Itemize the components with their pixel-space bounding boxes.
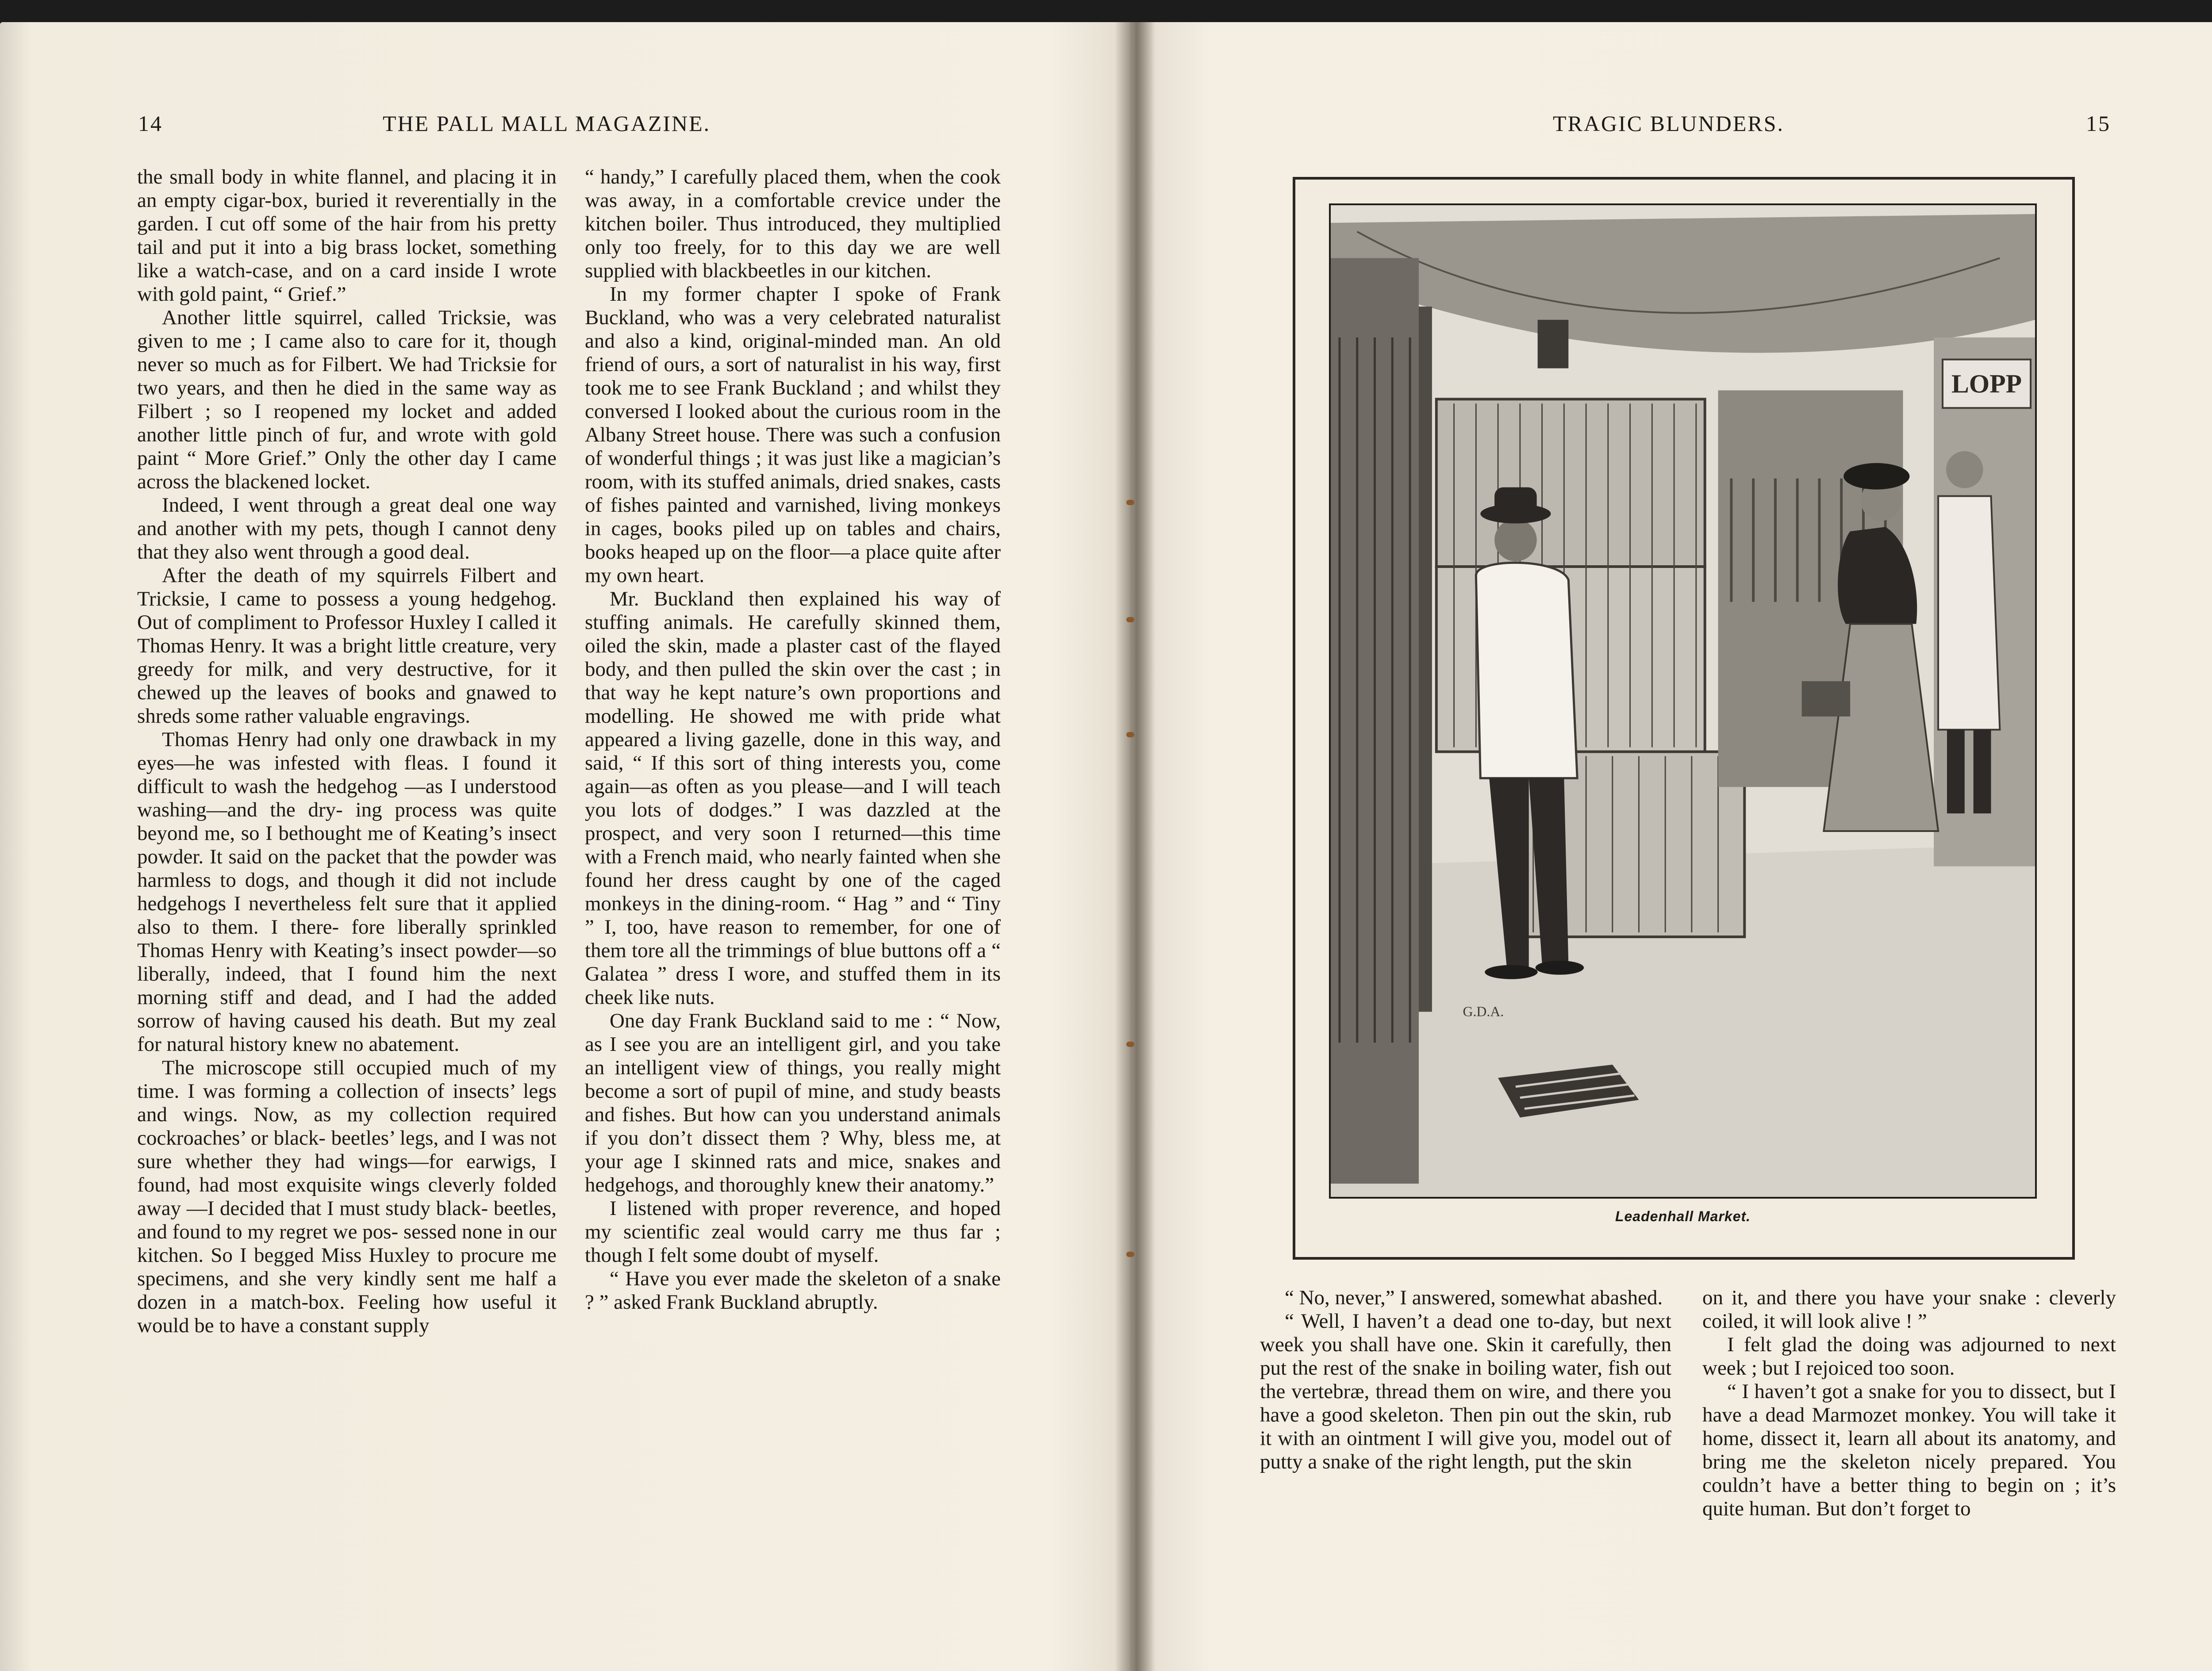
paragraph: In my former chapter I spoke of Frank Buckland, who was a very celebrated naturalist and also a kind, original-minded man. An old friend of ours, a sort of naturalist in his way, first took me to see Frank Buckland ; and whilst they conversed I looked about the curious room in the Albany Street house. There was such a confusion of wonderful things ; it was just like a magician’s room, with its stuffed animals, dried snakes, casts of fishes painted and varnished, living monkeys in cages, books piled up on tables and chairs, books heaped up on the floor—a place quite after my own heart. xyxy=(585,283,1001,587)
left-page-column-2 xyxy=(585,165,1001,1314)
running-head-right: TRAGIC BLUNDERS. xyxy=(1553,111,1785,136)
paragraph: The microscope still occupied much of my time. I was forming a collection of insects’ legs and wings. Now, as my collection required cockroaches’ or black- beetles’ legs, and I was not sure whether they had wings—for earwigs, I found, had most exquisite wings cleverly folded away —I decided that I must study black- beetles, and found to my regret we pos- sessed none in our kitchen. So I begged Miss Huxley to procure me specimens, and she very kindly sent me half a dozen in a match-box. Feeling how useful it would be to have a constant supply xyxy=(137,1056,557,1337)
paragraph: Indeed, I went through a great deal one way and another with my pets, though I cannot deny that they also went through a good deal. xyxy=(137,494,557,563)
right-page-column-2 xyxy=(1702,1286,2116,1521)
running-head-left: THE PALL MALL MAGAZINE. xyxy=(383,111,711,136)
paragraph: the small body in white flannel, and placing it in an empty cigar-box, buried it reverentially in the garden. I cut off some of the hair from his pretty tail and put it into a big brass locket, something like a watch-case, and on a card inside I wrote with gold paint, “ Grief.” xyxy=(137,165,557,306)
paragraph: Mr. Buckland then explained his way of stuffing animals. He carefully skinned them, oiled the skin, made a plaster cast of the flayed body, and then pulled the skin over the cast ; in that way he kept nature’s own proportions and modelling. He showed me with pride what appeared a living gazelle, done in this way, and said, “ If this sort of thing interests you, come again—as often as you please—and I will teach you lots of dodges.” I was dazzled at the prospect, and very soon I returned—this time with a French maid, who nearly fainted when she found her dress caught by one of the caged monkeys in the dining-room. “ Hag ” and “ Tiny ” I, too, have reason to remember, for one of them tore all the trimmings of blue buttons off a “ Galatea ” dress I wore, and stuffed them in its cheek like nuts. xyxy=(585,587,1001,1009)
paragraph: I felt glad the doing was adjourned to next week ; but I rejoiced too soon. xyxy=(1702,1333,2116,1380)
paragraph: “ Well, I haven’t a dead one to-day, but next week you shall have one. Skin it carefully, then put the rest of the snake in boiling water, fish out the vertebræ, thread them on wire, and there you have a good skeleton. Then pin out the skin, rub it with an ointment I will give you, model out of putty a snake of the right length, put the skin xyxy=(1260,1310,1671,1473)
paragraph: Thomas Henry had only one drawback in my eyes—he was infested with fleas. I found it difficult to wash the hedgehog —as I understood washing—and the dry- ing process was quite beyond me, so I bethought me of Keating’s insect powder. It said on the packet that the powder was harmless to dogs, and though it did not include hedgehogs I nevertheless felt sure that it applied also to them. I there- fore liberally sprinkled Thomas Henry with Keating’s insect powder—so liberally, indeed, that I found him the next morning stiff and dead, and I had the added sorrow of having caused his death. But my zeal for natural history knew no abatement. xyxy=(137,728,557,1056)
left-page-column-1 xyxy=(137,165,557,1338)
right-page-column-1 xyxy=(1260,1286,1671,1474)
paragraph: “ Have you ever made the skeleton of a snake ? ” asked Frank Buckland abruptly. xyxy=(585,1267,1001,1314)
page-number-left: 14 xyxy=(138,111,163,136)
binding-stitch xyxy=(1126,617,1134,622)
binding-stitch xyxy=(1126,500,1134,505)
illustration-caption: Leadenhall Market. xyxy=(1615,1208,1751,1224)
binding-stitch xyxy=(1126,732,1134,737)
leadenhall-market-illustration xyxy=(1329,203,2037,1199)
paragraph: One day Frank Buckland said to me : “ Now, as I see you are an intelligent girl, and you take an intelligent view of things, you really might become a sort of pupil of mine, and study beasts and fishes. But how can you understand animals if you don’t dissect them ? Why, bless me, at your age I skinned rats and mice, snakes and hedgehogs, and thoroughly knew their anatomy.” xyxy=(585,1009,1001,1196)
page-number-right: 15 xyxy=(2086,111,2111,136)
paragraph: After the death of my squirrels Filbert and Tricksie, I came to possess a young hedgehog. Out of compliment to Professor Huxley I called it Thomas Henry. It was a bright little creature, very greedy for milk, and very destructive, for it chewed up the leaves of books and gnawed to shreds some rather valuable engravings. xyxy=(137,564,557,728)
illustration-signature: G.D.A. xyxy=(1463,1004,1504,1019)
illustration-drawing xyxy=(1331,205,2035,1197)
paragraph: “ No, never,” I answered, somewhat abashed. xyxy=(1285,1286,1663,1309)
book-gutter xyxy=(1115,22,1155,1671)
paragraph: on it, and there you have your snake : cleverly coiled, it will look alive ! ” xyxy=(1702,1286,2116,1333)
binding-stitch xyxy=(1126,1252,1134,1257)
binding-stitch xyxy=(1126,1042,1134,1047)
paragraph: “ handy,” I carefully placed them, when the cook was away, in a comfortable crevice under the kitchen boiler. Thus introduced, they multiplied only too freely, for to this day we are well supplied with blackbeetles in our kitchen. xyxy=(585,165,1001,282)
paragraph: “ I haven’t got a snake for you to dissect, but I have a dead Marmozet monkey. You will take it home, dissect it, learn all about its anatomy, and bring me the skeleton nicely prepared. You couldn’t have a better thing to begin on ; it’s quite human. But don’t forget to xyxy=(1702,1380,2116,1520)
illustration-shop-sign: LOPP xyxy=(1951,369,2022,399)
paragraph: I listened with proper reverence, and hoped my scientific zeal would carry me thus far ; though I felt some doubt of myself. xyxy=(585,1197,1001,1267)
paragraph: Another little squirrel, called Tricksie, was given to me ; I came also to care for it, though never so much as for Filbert. We had Tricksie for two years, and then he died in the same way as Filbert ; so I reopened my locket and added another little pinch of fur, and wrote with gold paint “ More Grief.” Only the other day I came across the blackened locket. xyxy=(137,306,557,493)
